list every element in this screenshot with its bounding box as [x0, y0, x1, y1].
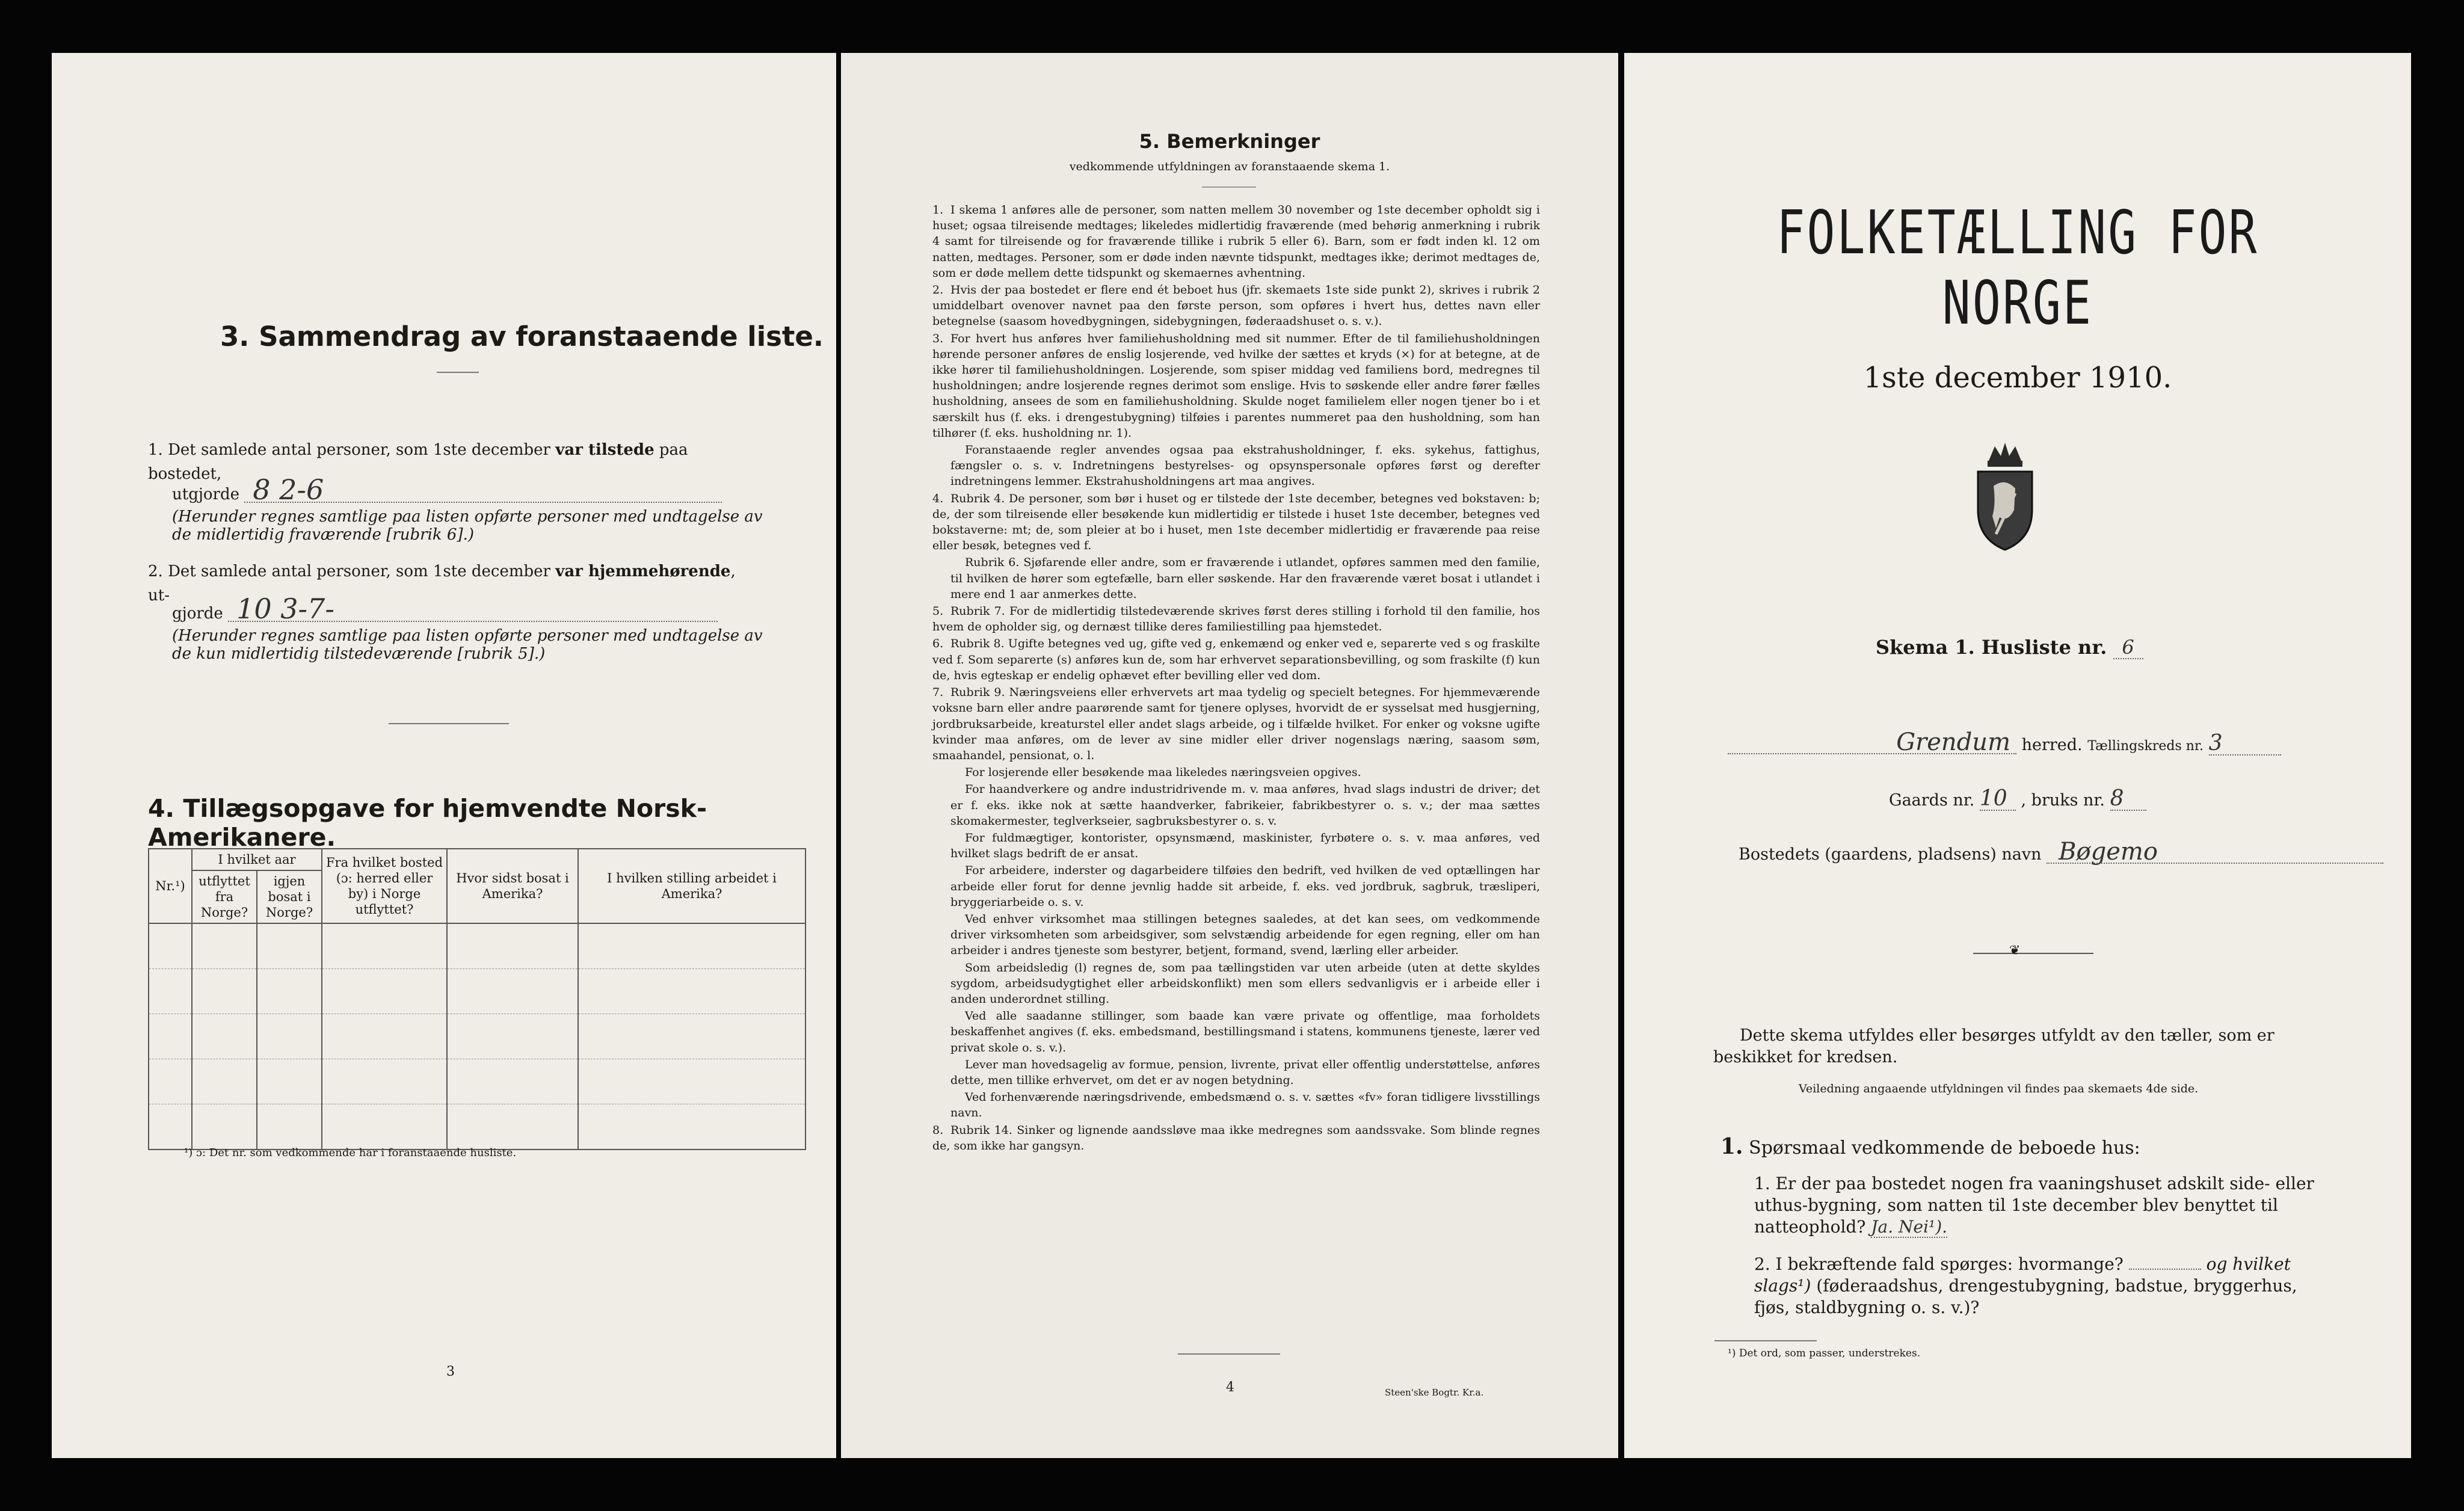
remark-number: 4. — [932, 491, 944, 505]
husliste-number[interactable]: 6 — [2113, 636, 2143, 659]
remark-item — [932, 1089, 1540, 1121]
kreds-field[interactable]: 3 — [2209, 733, 2281, 756]
remark-text: For haandverkere og andre industridrivende m. v. maa anføres, hvad slags industri de driver; det er f. eks. ikke nok at sætte haandverker, fabrikeier, fabrikbestyrer o. s. v.; der maa sættes skomakermester, teglverkseier, sagbruksbestyrer o. s. v. — [950, 783, 1540, 828]
remark-item — [932, 960, 1540, 1008]
remark-text: For fuldmægtiger, kontorister, opsynsmænd, maskinister, fyrbøtere o. s. v. maa anføres, ved hvilket slags bedrift de er ansat. — [950, 831, 1540, 861]
census-title: FOLKETÆLLING FOR NORGE — [1776, 197, 2259, 338]
remark-text: Rubrik 14. Sinker og lignende aandssløve maa ikke medregnes som aandssvake. Som blinde regnes de, som ikke har gangsyn. — [932, 1123, 1540, 1152]
summary-note-1: (Herunder regnes samtlige paa listen opførte personer med undtagelse av de midlertidig fraværende [rubrik 6].) — [172, 508, 763, 544]
remark-item — [932, 202, 1540, 281]
col-igjen: igjen bosat i Norge? — [257, 870, 322, 923]
col-utflyttet: utflyttet fra Norge? — [192, 870, 257, 923]
remark-text: Ved enhver virksomhet maa stillingen betegnes saaledes, at det kan sees, om vedkommende driver virksomheten som arbeidsgiver, som selvstændig arbeidende for egen regning, eller om han arbeider i andres tjeneste som bestyrer, betjent, formand, svend, lærling eller arbeider. — [950, 912, 1540, 958]
col-fra: Fra hvilket bosted (ɔ: herred eller by) i Norge utflyttet? — [322, 849, 447, 923]
remark-item — [932, 1122, 1540, 1154]
summary-item-1: 1. Det samlede antal personer, som 1ste december var tilstede paa bostedet, — [148, 441, 688, 483]
remark-text: Rubrik 9. Næringsveiens eller erhvervets art maa tydelig og specielt betegnes. For hjemmeværende voksne barn eller andre paarørende samt for tjenere oplyses, hvorvidt de er sysselsat med husgjerning, jordbruksarbeide, kreaturstel eller andet slags arbeide, og i tilfælde hvilket. For enker og voksne ugifte kvinder maa anføres, om de lever av sine midler eller driver nogenslags næring, saasom søm, smaahandel, pensionat, o. l. — [932, 686, 1540, 762]
section-5-subtitle: vedkommende utfyldningen av foranstaaende skema 1. — [1069, 160, 1390, 173]
remark-item — [932, 636, 1540, 683]
remark-item — [932, 282, 1540, 330]
remark-text: Rubrik 7. For de midlertidig tilstedeværende skrives først deres stilling i forhold til den familie, hos hvem de opholder sig, og dernæst tillike deres familiestilling paa hjemstedet. — [932, 605, 1540, 634]
bruks-field[interactable]: 8 — [2110, 788, 2146, 811]
gaards-line: Gaards nr. 10 , bruks nr. 8 — [1889, 788, 2146, 811]
table-row — [149, 1059, 805, 1104]
table-row — [149, 1104, 805, 1150]
question-1-answer[interactable]: Ja. Nei¹). — [1871, 1217, 1948, 1237]
remark-text: Foranstaaende regler anvendes ogsaa paa ekstrahusholdninger, f. eks. sykehus, fattighus, fængsler o. s. v. Indretningens bestyrelses- og opsynspersonale opføres først og derefter indretningens lemmer. Ekstrahusholdningens art maa angives. — [950, 443, 1540, 488]
remark-number: 5. — [932, 605, 944, 618]
remark-text: Rubrik 4. De personer, som bør i huset og er tilstede der 1ste december, betegnes ved bokstaven: b; de, der som tilreisende eller besøkende kun midlertidig er tilstede i huset 1ste december, betegnes ved bokstaverne: mt; de, som pleier at bo i huset, men 1ste december midlertidig er fraværende paa reise eller besøk, betegnes ved f. — [932, 491, 1540, 553]
resident-count[interactable]: 10 3-7- — [228, 597, 718, 622]
remarks-list — [932, 202, 1540, 1155]
skema-line: Skema 1. Husliste nr. 6 — [1876, 636, 2143, 659]
norway-coat-of-arms-icon — [1972, 438, 2038, 552]
remark-item — [932, 331, 1540, 441]
ornament-icon: ❦ — [2009, 943, 2021, 958]
table-row — [149, 1014, 805, 1059]
gaards-field[interactable]: 10 — [1980, 788, 2016, 811]
question-2: 2. I bekræftende fald spørges: hvormange? og hvilket slags¹) (føderaadshus, drengestubygning, badstue, bryggerhus, fjøs, staldbygning o. s. v.)? — [1754, 1254, 2297, 1317]
remark-item — [932, 685, 1540, 763]
section-3-title: 3. Sammendrag av foranstaaende liste. — [220, 321, 824, 352]
herred-line: Grendum herred. Tællingskreds nr. 3 — [1728, 731, 2281, 757]
col-stilling: I hvilken stilling arbeidet i Amerika? — [578, 849, 805, 923]
remark-text: For losjerende eller besøkende maa likeledes næringsveien opgives. — [965, 766, 1361, 780]
remark-text: Ved forhenværende næringsdrivende, embedsmænd o. s. v. sættes «fv» foran tidligere livsstillings navn. — [950, 1091, 1540, 1120]
remark-text: For hvert hus anføres hver familiehusholdning med sit nummer. Efter de til familiehusholdningen hørende personer anføres de enslig losjerende, ved hvilke der sættes et kryds (×) for at betegne, at de ikke hører til familiehusholdningen. Losjerende, som spiser middag ved familiens bord, medregnes til husholdningen; andre losjerende regnes derimot som enslige. Hvis to søskende eller andre fører fælles husholdning, ansees de som en familiehusholdning. Skulde noget familielem eller nogen tjener bo i et særskilt hus (f. eks. i drengestubygning) tilføies i parentes nummeret paa den husholdning, som han tilhører (f. eks. husholdning nr. 1). — [932, 331, 1540, 440]
bosted-field[interactable]: Bøgemo — [2047, 841, 2383, 864]
remark-item — [932, 863, 1540, 910]
section-4-title: 4. Tillægsopgave for hjemvendte Norsk-Amerikanere. — [148, 794, 707, 852]
remark-text: Lever man hovedsagelig av formue, pension, livrente, privat eller offentlig understøttelse, anføres dette, men tillike erhvervet, om det er av nogen betydning. — [950, 1057, 1540, 1087]
col-hvor: Hvor sidst bosat i Amerika? — [447, 849, 578, 923]
col-nr: Nr.¹) — [149, 849, 192, 923]
remark-number: 6. — [932, 637, 944, 651]
instruction-2: Veiledning angaaende utfyldningen vil findes paa skemaets 4de side. — [1799, 1082, 2199, 1095]
section-5-title: 5. Bemerkninger — [1139, 130, 1320, 153]
census-date: 1ste december 1910. — [1863, 361, 2172, 395]
remark-number: 7. — [932, 686, 944, 700]
remark-text: Som arbeidsledig (l) regnes de, som paa tællingstiden var uten arbeide (uten at dette skyldes sygdom, arbeidsudygtighet eller arbeidskonflikt) men som ellers sedvanligvis er i arbeide eller i anden underordnet stilling. — [950, 961, 1540, 1006]
page-1-cover — [1624, 53, 2411, 1458]
col-group-year: I hvilket aar — [192, 849, 322, 870]
remark-item — [932, 442, 1540, 490]
page-number: 4 — [1226, 1380, 1234, 1395]
printer-mark: Steen'ske Bogtr. Kr.a. — [1385, 1387, 1484, 1398]
instruction-1: Dette skema utfyldes eller besørges utfyldt av den tæller, som er beskikket for kredsen. — [1713, 1026, 2275, 1066]
remark-text: For arbeidere, inderster og dagarbeidere tilføies den bedrift, ved hvilken de ved optællingen har arbeide eller forut for denne jevnlig hadde sit arbeide, f. eks. ved jordbruk, sagbruk, træsliperi, bryggeriarbeide o. s. v. — [950, 864, 1540, 909]
summary-item-2-value-line: gjorde 10 3-7- — [172, 597, 762, 626]
remark-item — [932, 603, 1540, 635]
remark-item — [932, 765, 1540, 780]
summary-note-2: (Herunder regnes samtlige paa listen opførte personer med undtagelse av de kun midlertidig tilstedeværende [rubrik 5].) — [172, 627, 763, 663]
remark-text: Hvis der paa bostedet er flere end ét beboet hus (jfr. skemaets 1ste side punkt 2), skrives i rubrik 2 umiddelbart ovenover navnet paa den første person, som opføres i hvert hus, dettes navn eller betegnelse (saasom hovedbygningen, sidebygningen, føderaadshuset o. s. v.). — [932, 283, 1540, 328]
norsk-amerikanere-table — [148, 848, 806, 1150]
page-4-remarks — [841, 53, 1618, 1458]
remark-text: Rubrik 8. Ugifte betegnes ved ug, gifte ved g, enkemænd og enker ved e, separerte ved s og fraskilte ved f. Som separerte (s) anføres kun de, som har erhvervet separationsbevilling, og som fraskilte (f) kun de, hvis egteskap er endelig ophævet efter bevilling eller ved dom. — [932, 637, 1540, 682]
remark-text: I skema 1 anføres alle de personer, som natten mellem 30 november og 1ste december opholdt sig i huset; ogsaa tilreisende medtages; likeledes midlertidig fraværende (med behørig anmerkning i rubrik 4 samt for tilreisende og for fraværende tillike i rubrik 5 eller 6). Barn, som er født inden kl. 12 om natten, medtages. Personer, som er døde inden nævnte tidspunkt, medtages ikke; derimot medtages de, som er døde mellem dette tidspunkt og skemaernes avhentning. — [932, 203, 1540, 280]
summary-item-1-value-line: utgjorde 8 2-6 — [172, 478, 762, 506]
herred-field[interactable]: Grendum — [1728, 731, 2016, 754]
remark-number: 8. — [932, 1123, 944, 1137]
table-row — [149, 923, 805, 969]
present-count[interactable]: 8 2-6 — [244, 478, 722, 503]
bosted-line: Bostedets (gaardens, pladsens) navn Bøgemo — [1739, 841, 2383, 866]
remark-item — [932, 491, 1540, 554]
remark-item — [932, 830, 1540, 861]
question-2-count-field[interactable] — [2129, 1269, 2201, 1270]
remark-item — [932, 781, 1540, 829]
remark-item — [932, 1057, 1540, 1088]
remark-text: Rubrik 6. Sjøfarende eller andre, som er fraværende i utlandet, opføres sammen med den familie, til hvilken de hører som egtefælle, barn eller søskende. Har den fraværende været bosat i utlandet i mere end 1 aar anmerkes dette. — [950, 556, 1540, 601]
table-row — [149, 969, 805, 1014]
remark-number: 2. — [932, 283, 944, 297]
remark-item — [932, 1008, 1540, 1056]
question-1: 1. Er der paa bostedet nogen fra vaaningshuset adskilt side- eller uthus-bygning, som natten til 1ste december blev benyttet til natteophold? Ja. Nei¹). — [1754, 1174, 2314, 1237]
remark-text: Ved alle saadanne stillinger, som baade kan være private og offentlige, maa forholdets beskaffenhet angives (f. eks. embedsmand, bestillingsmand i statens, kommunens tjeneste, lærer ved privat skole o. s. v.). — [950, 1009, 1540, 1054]
question-heading: 1. Spørsmaal vedkommende de beboede hus: — [1720, 1134, 2140, 1159]
remark-number: 3. — [932, 331, 944, 345]
footnote: ¹) Det ord, som passer, understrekes. — [1728, 1347, 1921, 1359]
page-number: 3 — [446, 1364, 455, 1379]
page-3-summary — [52, 53, 836, 1458]
summary-item-2: 2. Det samlede antal personer, som 1ste december var hjemmehørende, ut- — [148, 562, 736, 605]
remark-item — [932, 911, 1540, 959]
table-footnote: ¹) ɔ: Det nr. som vedkommende har i foranstaaende husliste. — [184, 1146, 517, 1159]
remark-number: 1. — [932, 203, 944, 217]
remark-item — [932, 555, 1540, 602]
